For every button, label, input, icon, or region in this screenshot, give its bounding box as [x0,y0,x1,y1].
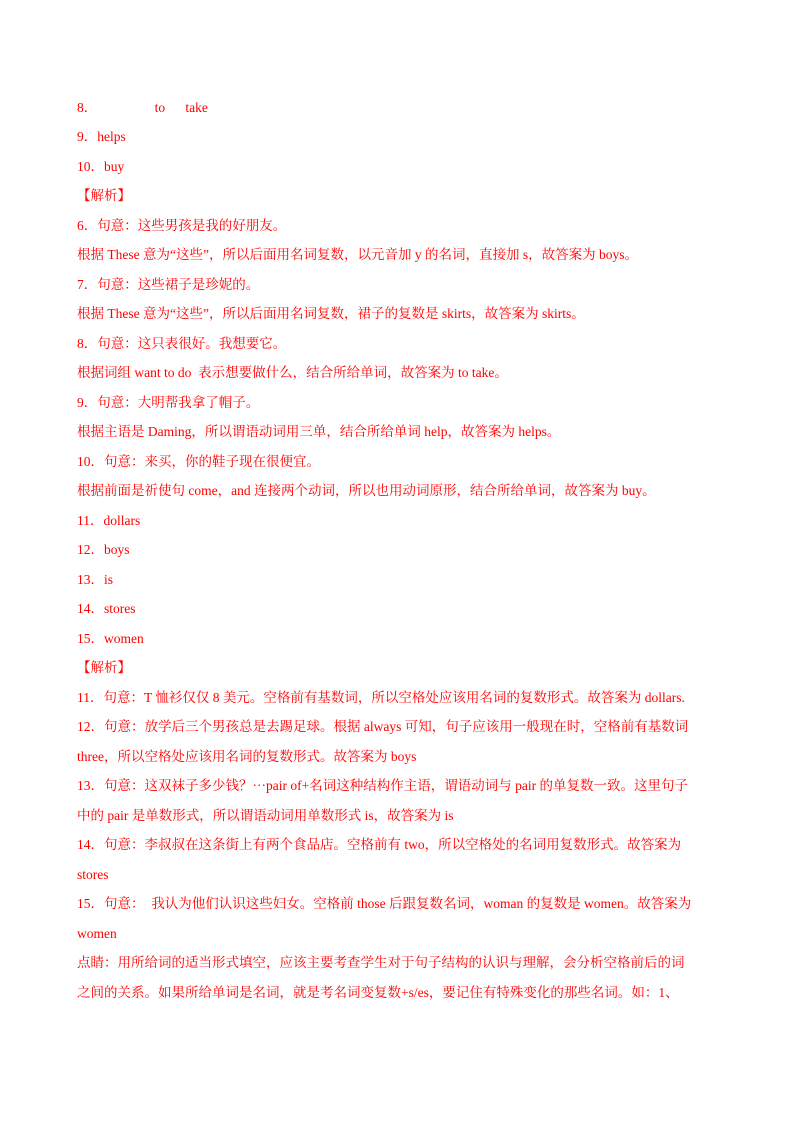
explanation-9-reason: 根据主语是 Daming，所以谓语动词用三单，结合所给单词 help，故答案为 helps。 [77,424,561,439]
answer-line-8: 8． to take [77,100,208,115]
explanation-14-b: stores [77,867,109,882]
explanation-14-a: 14．句意：李叔叔在这条街上有两个食品店。空格前有 two，所以空格处的名词用复数形式。故答案为 [77,837,682,852]
answer-line-10: 10．buy [77,159,125,174]
tip-line-1: 点睛：用所给词的适当形式填空，应该主要考查学生对于句子结构的认识与理解，会分析空格前后的词 [77,955,685,970]
answer-line-15: 15．women [77,631,144,646]
explanation-12-b: three，所以空格处应该用名词的复数形式。故答案为 boys [77,749,417,764]
explanation-8-meaning: 8．句意：这只表很好。我想要它。 [77,336,287,351]
explanation-9-meaning: 9．句意：大明帮我拿了帽子。 [77,395,260,410]
analysis-heading: 【解析】 [77,188,131,203]
explanation-11: 11．句意：T 恤衫仅仅 8 美元。空格前有基数词，所以空格处应该用名词的复数形式。故答案为 dollars. [77,690,685,705]
tip-line-2: 之间的关系。如果所给单词是名词，就是考名词变复数+s/es，要记住有特殊变化的那些名词。如：1、 [77,985,679,1000]
explanation-10-meaning: 10．句意：来买，你的鞋子现在很便宜。 [77,454,320,469]
explanation-7-reason: 根据 These 意为“这些”，所以后面用名词复数，裙子的复数是 skirts，故答案为 skirts。 [77,306,585,321]
explanation-13-b: 中的 pair 是单数形式，所以谓语动词用单数形式 is，故答案为 is [77,808,454,823]
explanation-15-a: 15．句意： 我认为他们认识这些妇女。空格前 those 后跟复数名词，woman 的复数是 women。故答案为 [77,896,692,911]
explanation-6-meaning: 6．句意：这些男孩是我的好朋友。 [77,218,287,233]
answer-line-13: 13．is [77,572,114,587]
analysis-heading-2: 【解析】 [77,660,131,675]
explanation-12-a: 12．句意：放学后三个男孩总是去踢足球。根据 always 可知，句子应该用一般现在时，空格前有基数词 [77,719,689,734]
answer-line-9: 9．helps [77,129,126,144]
explanation-6-reason: 根据 These 意为“这些”，所以后面用名词复数，以元音加 y 的名词，直接加 s，故答案为 boys。 [77,247,638,262]
explanation-13-a: 13．句意：这双袜子多少钱？···pair of+名词这种结构作主语，谓语动词与 pair 的单复数一致。这里句子 [77,778,688,793]
explanation-15-b: women [77,926,117,941]
answer-line-12: 12．boys [77,542,130,557]
explanation-8-reason: 根据词组 want to do 表示想要做什么，结合所给单词，故答案为 to take。 [77,365,508,380]
explanation-10-reason: 根据前面是祈使句 come，and 连接两个动词，所以也用动词原形，结合所给单词，故答案为 buy。 [77,483,656,498]
answer-line-11: 11．dollars [77,513,141,528]
explanation-7-meaning: 7．句意：这些裙子是珍妮的。 [77,277,260,292]
answer-line-14: 14．stores [77,601,136,616]
